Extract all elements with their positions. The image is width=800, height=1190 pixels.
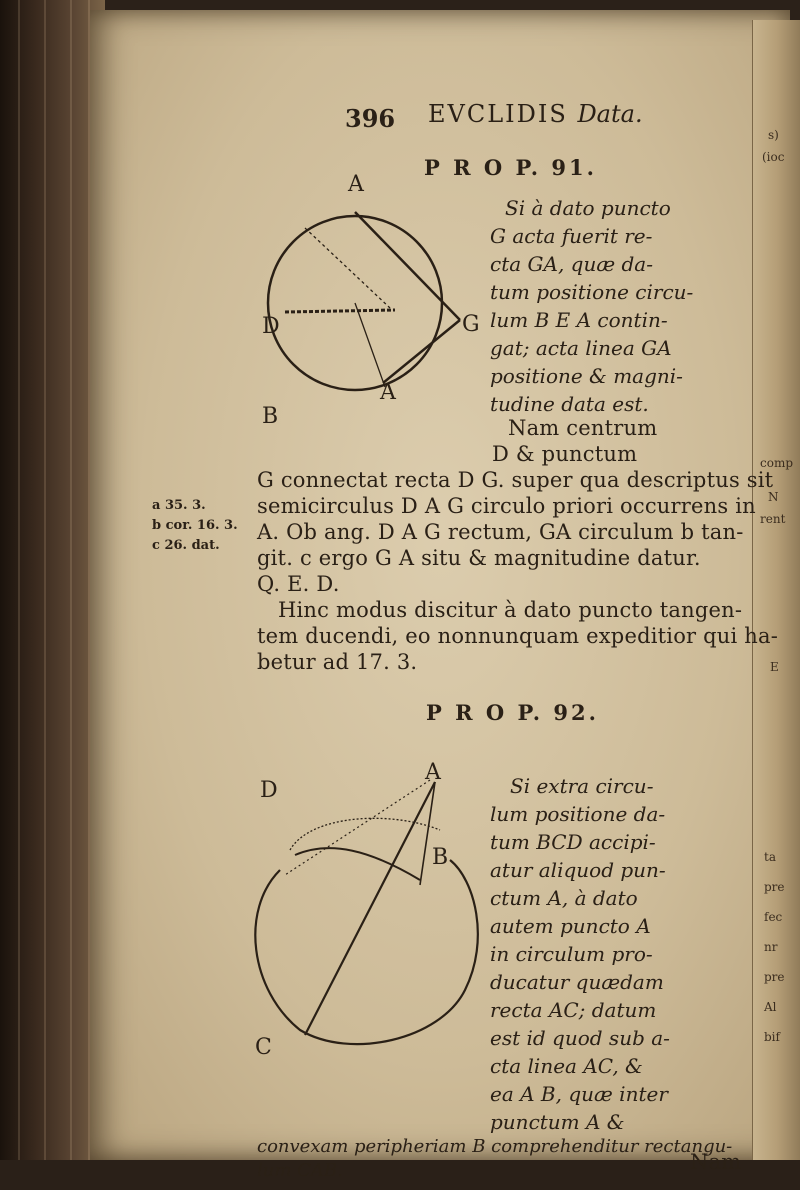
label-b: B	[262, 404, 279, 429]
enunciation-92-line: atur aliquod pun-	[490, 858, 666, 882]
margin-note: a 35. 3.	[152, 498, 206, 513]
edge-fragment: s)	[768, 128, 779, 142]
running-head	[428, 100, 643, 128]
enunciation-91-line: tudine data est.	[490, 392, 649, 416]
edge-fragment: (ioc	[762, 150, 785, 164]
running-head-subtitle: Data.	[577, 100, 643, 128]
corollary-line: Hinc modus discitur à dato puncto tangen-	[278, 598, 743, 622]
edge-fragment: rent	[760, 512, 786, 526]
enunciation-92-line: ctum A, à dato	[490, 886, 638, 910]
tangent-line-gb	[383, 320, 460, 383]
proof-91-line: D & punctum	[492, 442, 638, 466]
enunciation-92-line: convexam peripheriam B comprehenditur rectangu-	[257, 1136, 733, 1157]
edge-fragment: ta	[764, 850, 776, 864]
figure-92-diagram	[250, 760, 490, 1060]
label-a-top: A	[348, 172, 364, 197]
edge-fragment: nr	[764, 940, 778, 954]
edge-fragment: pre	[764, 970, 785, 984]
dotted-line-ad	[285, 780, 430, 875]
label-c: C	[255, 1035, 272, 1060]
proof-91-line: Nam centrum	[508, 416, 658, 440]
edge-fragment: Al	[764, 1000, 777, 1014]
edge-fragment: E	[770, 660, 779, 674]
enunciation-92-line: recta AC; datum	[490, 998, 657, 1022]
catchword: Nam	[690, 1150, 742, 1174]
enunciation-91-line: G acta fuerit re-	[490, 224, 653, 248]
enunciation-91-line: cta GA, quæ da-	[490, 252, 653, 276]
facing-page-edge	[752, 20, 800, 1170]
proposition-91-heading: P R O P. 91.	[424, 155, 597, 180]
dotted-diameter	[285, 310, 395, 312]
secant-line-ac	[305, 782, 435, 1035]
enunciation-92-line: in circulum pro-	[490, 942, 653, 966]
label-g: G	[462, 312, 480, 337]
proof-91-line: G connectat recta D G. super qua descriptus sit	[257, 468, 774, 492]
enunciation-92-line: Si extra circu-	[510, 774, 654, 798]
enunciation-92-line: autem puncto A	[490, 914, 651, 938]
enunciation-91-line: tum positione circu-	[490, 280, 694, 304]
enunciation-92-line: est id quod sub a-	[490, 1026, 670, 1050]
proof-91-line: semicirculus D A G circulo priori occurrens in	[257, 494, 756, 518]
proof-91-line: git. c ergo G A situ & magnitudine datur.	[257, 546, 701, 570]
label-a: A	[425, 760, 441, 785]
enunciation-92-line: ducatur quædam	[490, 970, 664, 994]
enunciation-92-line: lum positione da-	[490, 802, 666, 826]
enunciation-92-line: punctum A &	[490, 1110, 625, 1134]
label-a-bottom: A	[380, 380, 396, 405]
enunciation-92-line: ea A B, quæ inter	[490, 1082, 668, 1106]
edge-fragment: pre	[764, 880, 785, 894]
label-d: D	[260, 778, 278, 803]
proof-91-qed: Q. E. D.	[257, 572, 340, 596]
label-b: B	[432, 845, 449, 870]
enunciation-91-line: positione & magni-	[490, 364, 683, 388]
corollary-line: tem ducendi, eo nonnunquam expeditior qui ha-	[257, 624, 779, 648]
proof-91-line: A. Ob ang. D A G rectum, GA circulum b tan-	[257, 520, 744, 544]
enunciation-92-line: cta linea AC, &	[490, 1054, 643, 1078]
enunciation-92-line: tum BCD accipi-	[490, 830, 656, 854]
figure-91-diagram	[245, 190, 485, 445]
dotted-chord	[305, 228, 390, 308]
proposition-92-heading: P R O P. 92.	[426, 700, 599, 725]
enunciation-91-line: lum B E A contin-	[490, 308, 668, 332]
running-head-title: EVCLIDIS	[428, 100, 568, 128]
page-number: 396	[345, 104, 396, 133]
bottom-shadow	[0, 1160, 800, 1190]
label-d: D	[262, 314, 280, 339]
enunciation-92-last-line: lum CAB.	[257, 1160, 343, 1181]
circle-arc-top	[290, 818, 440, 850]
corollary-line: betur ad 17. 3.	[257, 650, 418, 674]
edge-fragment: comp	[760, 456, 794, 470]
enunciation-91-line: gat; acta linea GA	[490, 336, 672, 360]
radius-line	[355, 303, 385, 387]
tangent-line-ga	[355, 212, 460, 320]
circle-bcd	[255, 860, 478, 1044]
margin-note: b cor. 16. 3.	[152, 518, 238, 533]
edge-fragment: N	[768, 490, 779, 504]
edge-fragment: bif	[764, 1030, 780, 1044]
edge-fragment: fec	[764, 910, 783, 924]
circle-arc-db	[295, 848, 420, 880]
enunciation-91-line: Si à dato puncto	[505, 196, 671, 220]
margin-note: c 26. dat.	[152, 538, 220, 553]
